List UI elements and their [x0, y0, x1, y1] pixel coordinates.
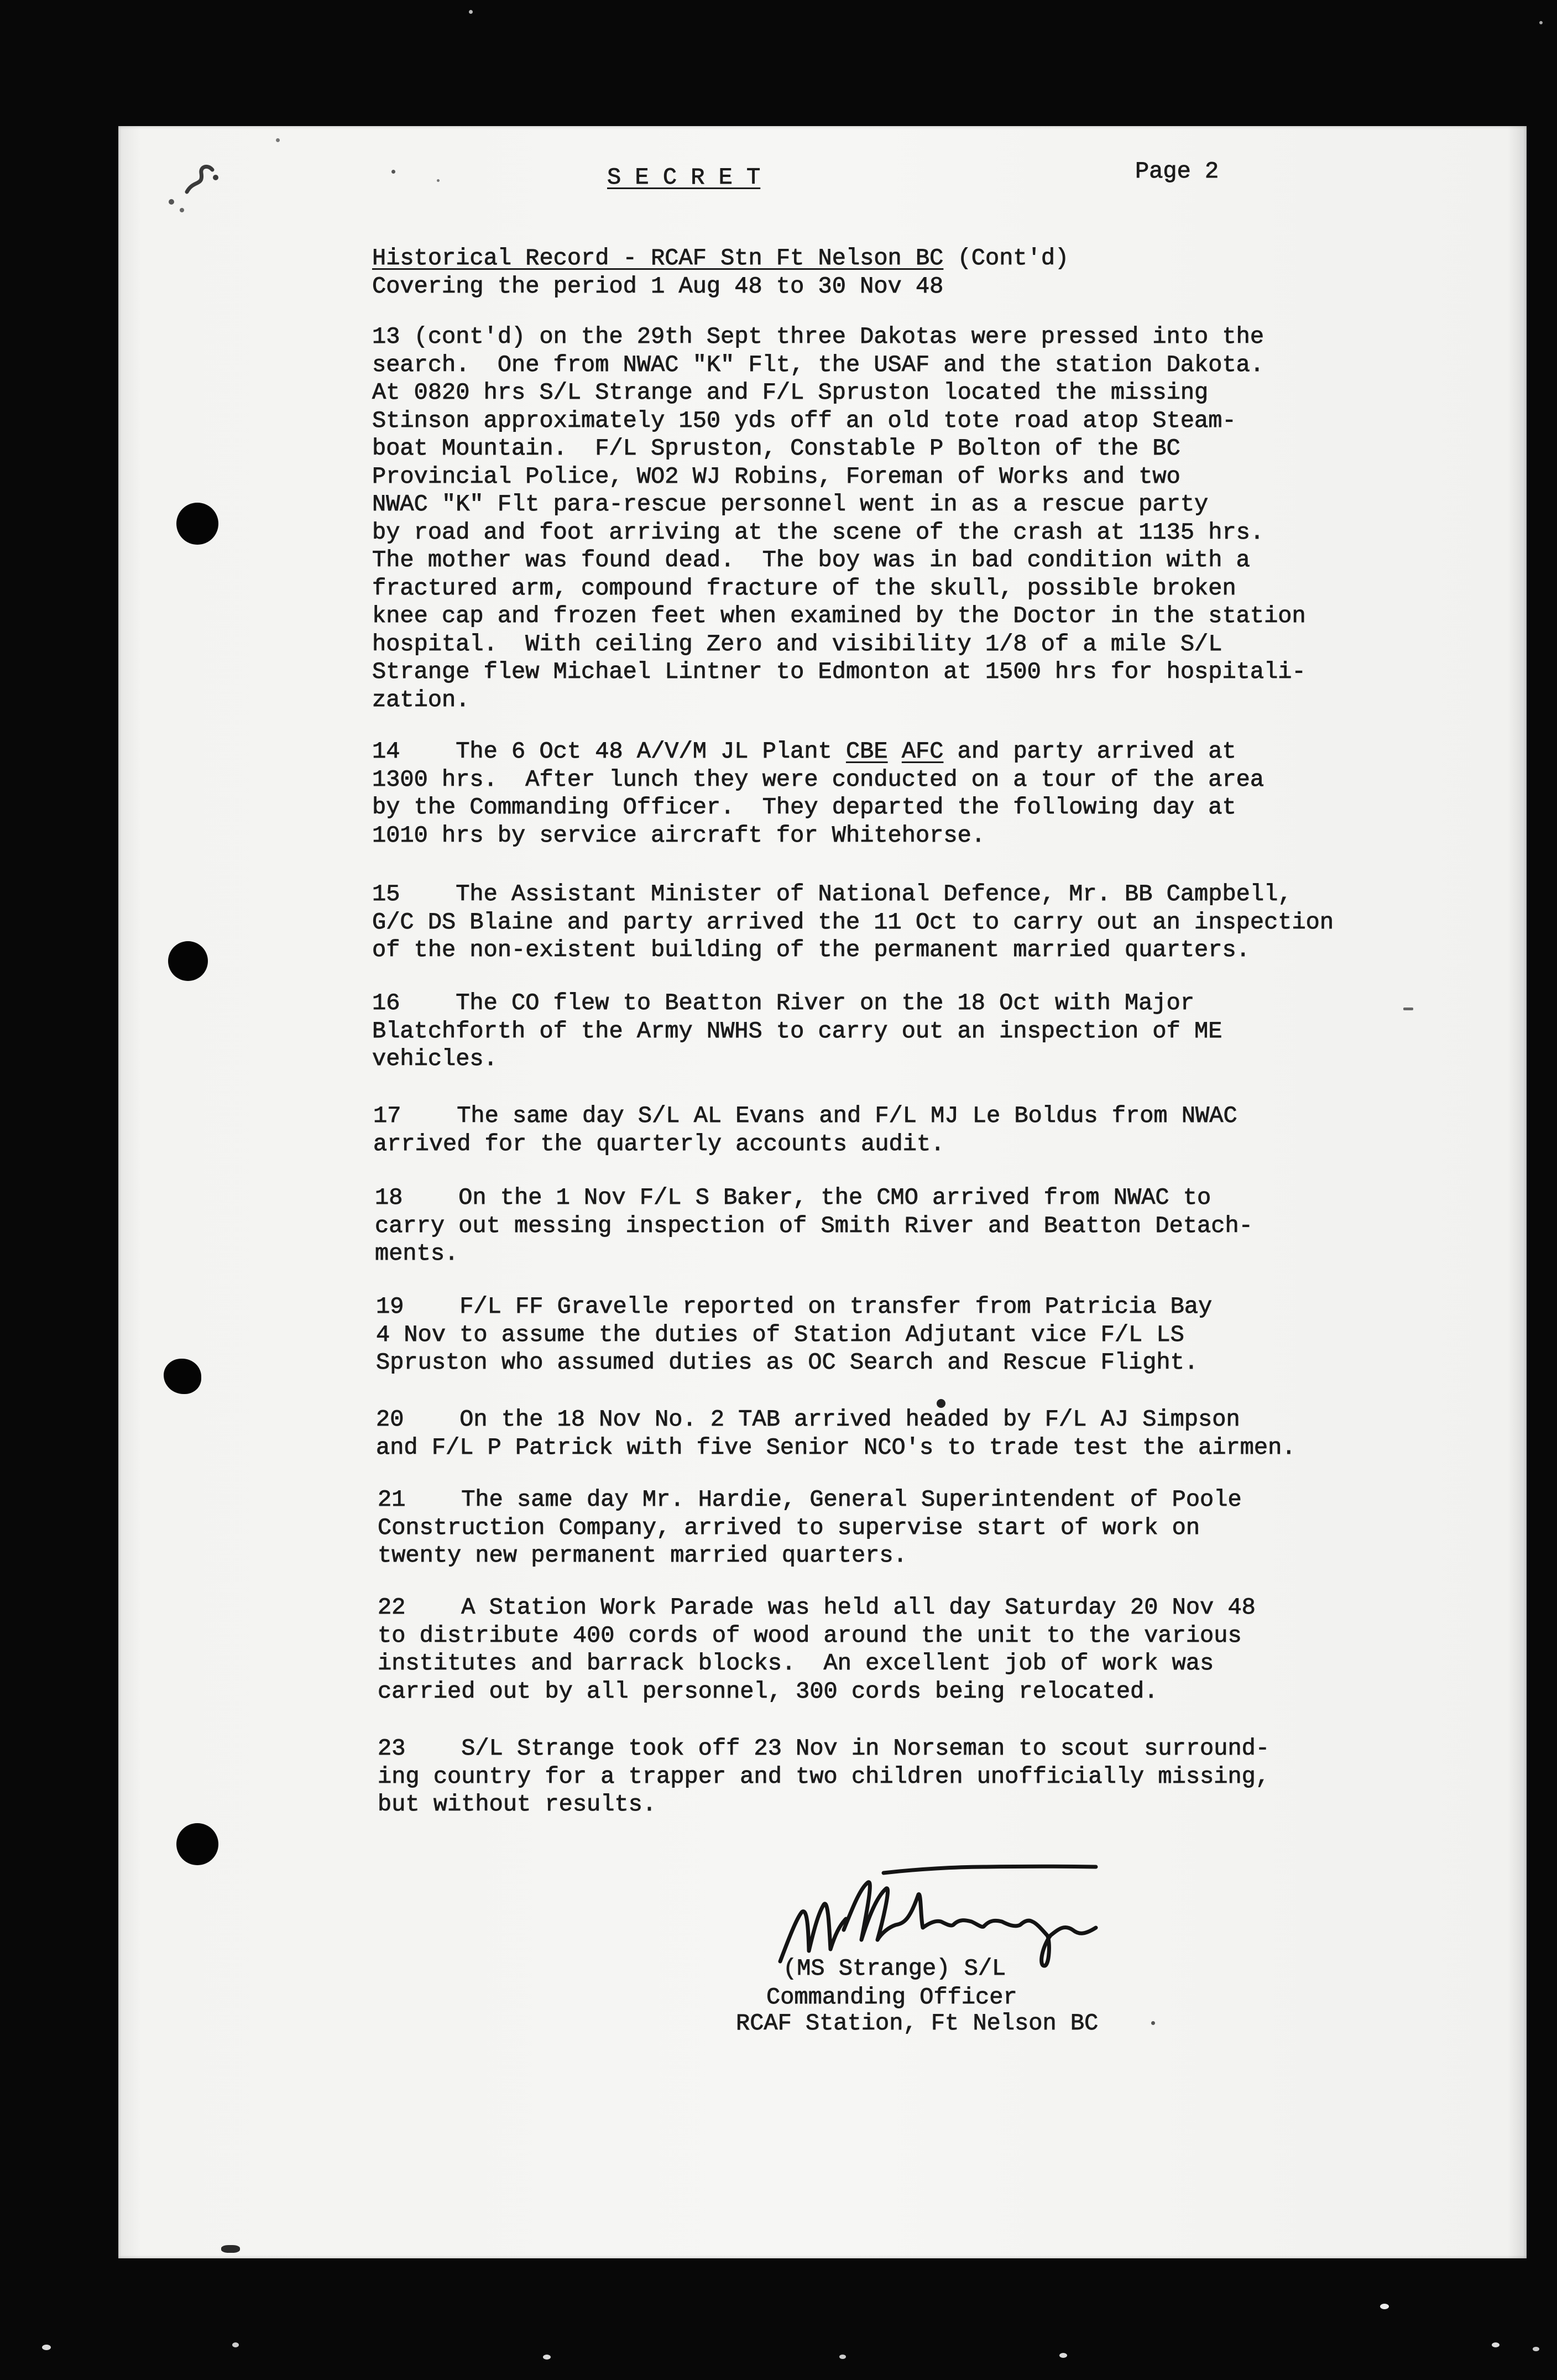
punch-hole — [168, 941, 208, 981]
record-title-suffix: (Cont'd) — [957, 245, 1069, 272]
paragraph-16 — [372, 989, 1222, 1073]
signature-stroke — [844, 1882, 896, 1940]
paragraph-line: arrived for the quarterly accounts audit. — [373, 1130, 945, 1157]
paragraph-22 — [378, 1594, 1256, 1705]
paragraph-text: 14 The 6 Oct 48 A/V/M JL Plant — [372, 738, 832, 765]
paragraph-line: 4 Nov to assume the duties of Station Adjutant vice F/L LS — [376, 1321, 1184, 1348]
paragraph-15 — [372, 880, 1334, 964]
scan-speck — [42, 2345, 51, 2350]
paragraph-line: 1010 hrs by service aircraft for Whitehorse. — [372, 822, 985, 849]
paper-speck — [391, 170, 395, 174]
decoration-cbe: CBE — [845, 738, 888, 765]
paragraph-line: by road and foot arriving at the scene of the crash at 1135 hrs. — [372, 519, 1265, 546]
paper-speck — [437, 179, 440, 182]
signatory-title-block — [766, 1984, 1017, 2012]
paragraph-line: carried out by all personnel, 300 cords being relocated. — [378, 1678, 1158, 1705]
paragraph-18 — [375, 1184, 1253, 1268]
paragraph-14 — [372, 738, 1264, 849]
paragraph-line: but without results. — [378, 1791, 657, 1818]
paragraph-line: zation. — [372, 686, 470, 713]
signatory-unit: RCAF Station, Ft Nelson BC — [736, 2010, 1099, 2037]
ink-mark — [177, 158, 227, 207]
paragraph-line: and F/L P Patrick with five Senior NCO's to trade test the airmen. — [376, 1434, 1296, 1461]
record-period: Covering the period 1 Aug 48 to 30 Nov 48 — [372, 273, 944, 300]
paragraph-line: 20 On the 18 Nov No. 2 TAB arrived headed by F/L AJ Simpson — [376, 1406, 1240, 1433]
paper-smudge — [221, 2245, 240, 2253]
ink-mark-dot — [213, 175, 218, 180]
scan-speck — [543, 2355, 551, 2360]
paragraph-line: institutes and barrack blocks. An excellent job of work was — [378, 1650, 1214, 1677]
record-title — [372, 244, 1069, 273]
scan-speck — [839, 2355, 846, 2359]
paragraph-line: knee cap and frozen feet when examined by the Doctor in the station — [372, 603, 1306, 629]
paragraph-line: G/C DS Blaine and party arrived the 11 Oct to carry out an inspection — [372, 909, 1334, 936]
paragraph-19 — [376, 1293, 1212, 1377]
paragraph-line: twenty new permanent married quarters. — [378, 1542, 907, 1569]
paragraph-line: hospital. With ceiling Zero and visibility 1/8 of a mile S/L — [372, 630, 1222, 657]
paragraph-line: 1300 hrs. After lunch they were conducted on a tour of the area — [372, 766, 1265, 793]
paragraph-line: 21 The same day Mr. Hardie, General Superintendent of Poole — [378, 1486, 1242, 1513]
paragraph-line: vehicles. — [372, 1046, 498, 1072]
signatory-name-block — [783, 1955, 1006, 1983]
paragraph-line: Blatchforth of the Army NWHS to carry out an inspection of ME — [372, 1017, 1222, 1045]
paragraph-line: ing country for a trapper and two children unofficially missing, — [378, 1763, 1270, 1790]
paragraph-17 — [373, 1102, 1237, 1158]
paragraph-line: Construction Company, arrived to supervise start of work on — [378, 1514, 1200, 1541]
signatory-unit-block — [736, 2010, 1098, 2038]
paper-speck — [180, 208, 184, 212]
paragraph-line: Stinson approximately 150 yds off an old tote road atop Steam- — [372, 407, 1236, 434]
header — [607, 164, 760, 192]
decoration-afc: AFC — [901, 738, 944, 765]
paragraph-line: by the Commanding Officer. They departed the following day at — [372, 794, 1236, 821]
scan-speck — [469, 10, 473, 14]
page-number-block — [1135, 158, 1219, 186]
paper-speck — [169, 199, 174, 205]
scan-speck — [232, 2342, 239, 2347]
paragraph-line: Provincial Police, WO2 WJ Robins, Foreman of Works and two — [372, 463, 1180, 490]
paragraph-line: NWAC "K" Flt para-rescue personnel went in as a rescue party — [372, 491, 1209, 518]
record-heading — [372, 244, 1069, 300]
paragraph-line: 17 The same day S/L AL Evans and F/L MJ Le Boldus from NWAC — [373, 1103, 1237, 1129]
paragraph-20 — [376, 1406, 1295, 1462]
paragraph-23 — [378, 1735, 1269, 1819]
page-number: Page 2 — [1135, 158, 1219, 185]
paragraph-line: Strange flew Michael Lintner to Edmonton at 1500 hrs for hospitali- — [372, 659, 1306, 685]
paragraph-line: 15 The Assistant Minister of National Defence, Mr. BB Campbell, — [372, 881, 1292, 907]
paragraph-line: The mother was found dead. The boy was in bad condition with a — [372, 547, 1250, 573]
paper-speck — [276, 138, 280, 142]
paragraph-21 — [378, 1486, 1242, 1570]
paragraph-line: fractured arm, compound fracture of the skull, possible broken — [372, 575, 1236, 602]
paragraph-line: At 0820 hrs S/L Strange and F/L Spruston located the missing — [372, 379, 1209, 406]
scan-speck — [1059, 2353, 1067, 2358]
classification-marking: S E C R E T — [607, 164, 761, 191]
ink-mark-stroke — [187, 166, 212, 192]
paragraph-line: carry out messing inspection of Smith River and Beatton Detach- — [375, 1212, 1253, 1239]
scan-speck — [1539, 21, 1543, 24]
punch-hole — [176, 503, 218, 545]
paragraph-line: 22 A Station Work Parade was held all day Saturday 20 Nov 48 — [378, 1594, 1256, 1621]
paragraph-line: search. One from NWAC "K" Flt, the USAF and the station Dakota. — [372, 351, 1265, 378]
paragraph-line: of the non-existent building of the permanent married quarters. — [372, 937, 1250, 963]
scan-speck — [1533, 2347, 1539, 2351]
paragraph-line: 23 S/L Strange took off 23 Nov in Norseman to scout surround- — [378, 1735, 1270, 1762]
paragraph-line: 18 On the 1 Nov F/L S Baker, the CMO arrived from NWAC to — [375, 1184, 1211, 1211]
paragraph-line: Spruston who assumed duties as OC Search and Rescue Flight. — [376, 1349, 1199, 1376]
paragraph-line: to distribute 400 cords of wood around the unit to the various — [378, 1622, 1242, 1649]
signatory-title: Commanding Officer — [766, 1984, 1017, 2011]
paragraph-line: 16 The CO flew to Beatton River on the 18 Oct with Major — [372, 990, 1195, 1016]
scan-speck — [1492, 2342, 1499, 2347]
paper-speck — [1151, 2021, 1155, 2025]
paragraph-text: and party arrived at — [957, 738, 1236, 765]
signature-stroke — [780, 1904, 846, 1961]
paragraph-line: boat Mountain. F/L Spruston, Constable P Bolton of the BC — [372, 435, 1180, 462]
paragraph-13 — [372, 323, 1306, 714]
scan-speck — [1380, 2304, 1389, 2309]
margin-mark — [1403, 1008, 1413, 1010]
punch-hole — [176, 1823, 218, 1865]
punch-hole — [164, 1359, 201, 1394]
signature-stroke — [884, 1866, 1096, 1873]
paragraph-line: 19 F/L FF Gravelle reported on transfer from Patricia Bay — [376, 1293, 1213, 1320]
record-title-main: Historical Record - RCAF Stn Ft Nelson BC — [372, 245, 944, 272]
paragraph-line: ments. — [375, 1240, 459, 1267]
signatory-name: (MS Strange) S/L — [783, 1955, 1006, 1982]
paragraph-line — [372, 738, 1264, 766]
paragraph-line: 13 (cont'd) on the 29th Sept three Dakotas were pressed into the — [372, 323, 1265, 350]
